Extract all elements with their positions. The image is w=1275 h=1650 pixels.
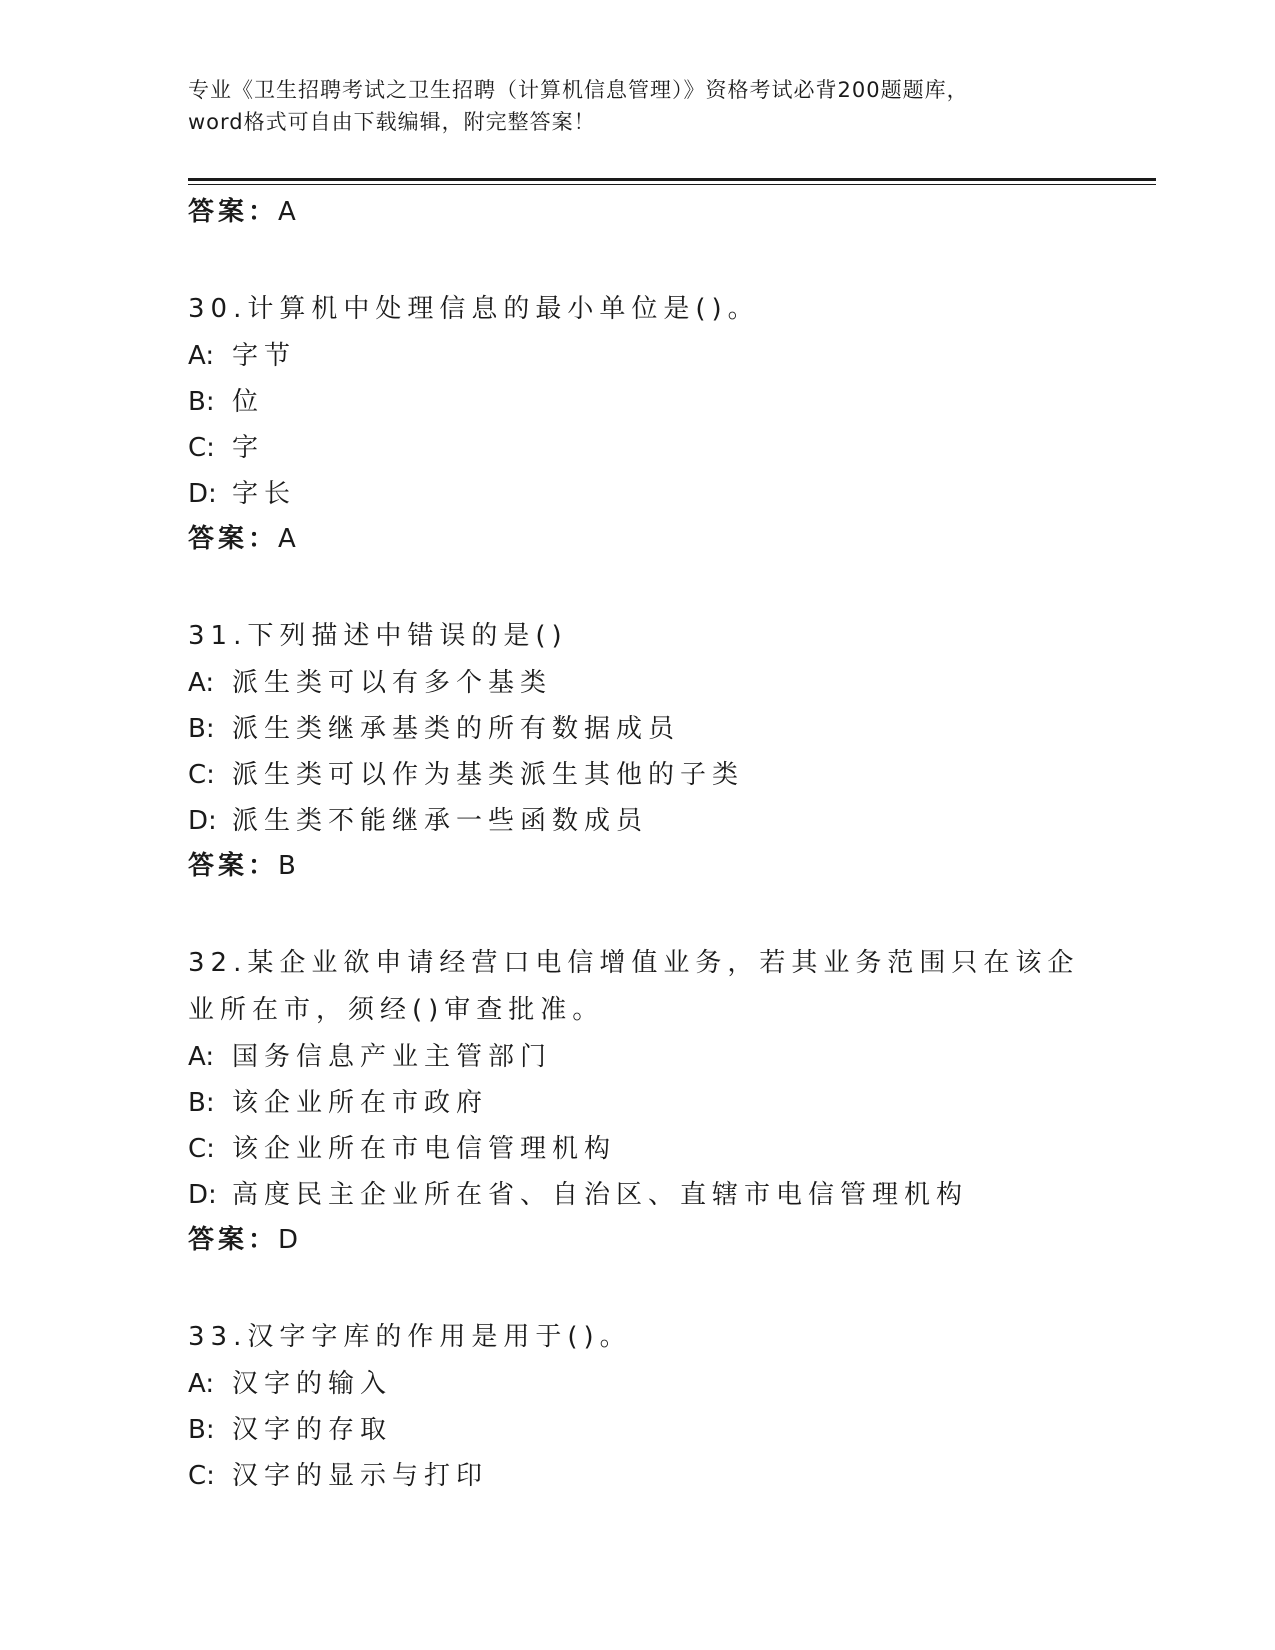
header-line-2: word格式可自由下载编辑，附完整答案！ xyxy=(188,110,596,134)
answer-line xyxy=(188,1218,1156,1262)
option-b: B: 位 xyxy=(188,387,265,417)
option-a: A: 汉字的输入 xyxy=(188,1369,393,1399)
header-rule-thick xyxy=(188,178,1156,181)
option-b: B: 派生类继承基类的所有数据成员 xyxy=(188,714,681,744)
answer-label: 答案： xyxy=(188,851,279,881)
question-block xyxy=(188,286,1156,561)
question-list xyxy=(188,190,1156,1499)
option-b: B: 汉字的存取 xyxy=(188,1415,393,1445)
answer-label: 答案： xyxy=(188,1225,279,1255)
answer-label: 答案： xyxy=(188,197,279,227)
option-d: D: 高度民主企业所在省、自治区、直辖市电信管理机构 xyxy=(188,1180,969,1210)
question-stem: 32.某企业欲申请经营口电信增值业务，若其业务范围只在该企业所在市，须经()审查批准。 xyxy=(188,948,1080,1025)
option-d: D: 字长 xyxy=(188,479,297,509)
document-header xyxy=(188,74,1088,138)
answer-line xyxy=(188,844,1156,888)
option-a: A: 派生类可以有多个基类 xyxy=(188,668,553,698)
option-c: C: 该企业所在市电信管理机构 xyxy=(188,1134,617,1164)
question-stem: 30.计算机中处理信息的最小单位是()。 xyxy=(188,294,760,324)
question-stem: 31.下列描述中错误的是() xyxy=(188,621,568,651)
question-block xyxy=(188,613,1156,888)
question-block xyxy=(188,940,1156,1262)
question-block xyxy=(188,1314,1156,1499)
header-line-1: 专业《卫生招聘考试之卫生招聘（计算机信息管理）》资格考试必背200题题库， xyxy=(188,78,969,102)
answer-value: A xyxy=(278,524,298,554)
answer-value: B xyxy=(278,851,298,881)
answer-line xyxy=(188,517,1156,561)
option-c: C: 派生类可以作为基类派生其他的子类 xyxy=(188,760,745,790)
option-b: B: 该企业所在市政府 xyxy=(188,1088,489,1118)
option-a: A: 国务信息产业主管部门 xyxy=(188,1042,553,1072)
answer-label: 答案： xyxy=(188,524,279,554)
option-d: D: 派生类不能继承一些函数成员 xyxy=(188,806,649,836)
option-c: C: 字 xyxy=(188,433,265,463)
answer-line xyxy=(188,190,1156,234)
question-stem: 33.汉字字库的作用是用于()。 xyxy=(188,1322,632,1352)
option-a: A: 字节 xyxy=(188,341,297,371)
header-rule-thin xyxy=(188,184,1156,185)
answer-value: D xyxy=(278,1225,301,1255)
option-c: C: 汉字的显示与打印 xyxy=(188,1461,489,1491)
answer-value: A xyxy=(278,197,298,227)
